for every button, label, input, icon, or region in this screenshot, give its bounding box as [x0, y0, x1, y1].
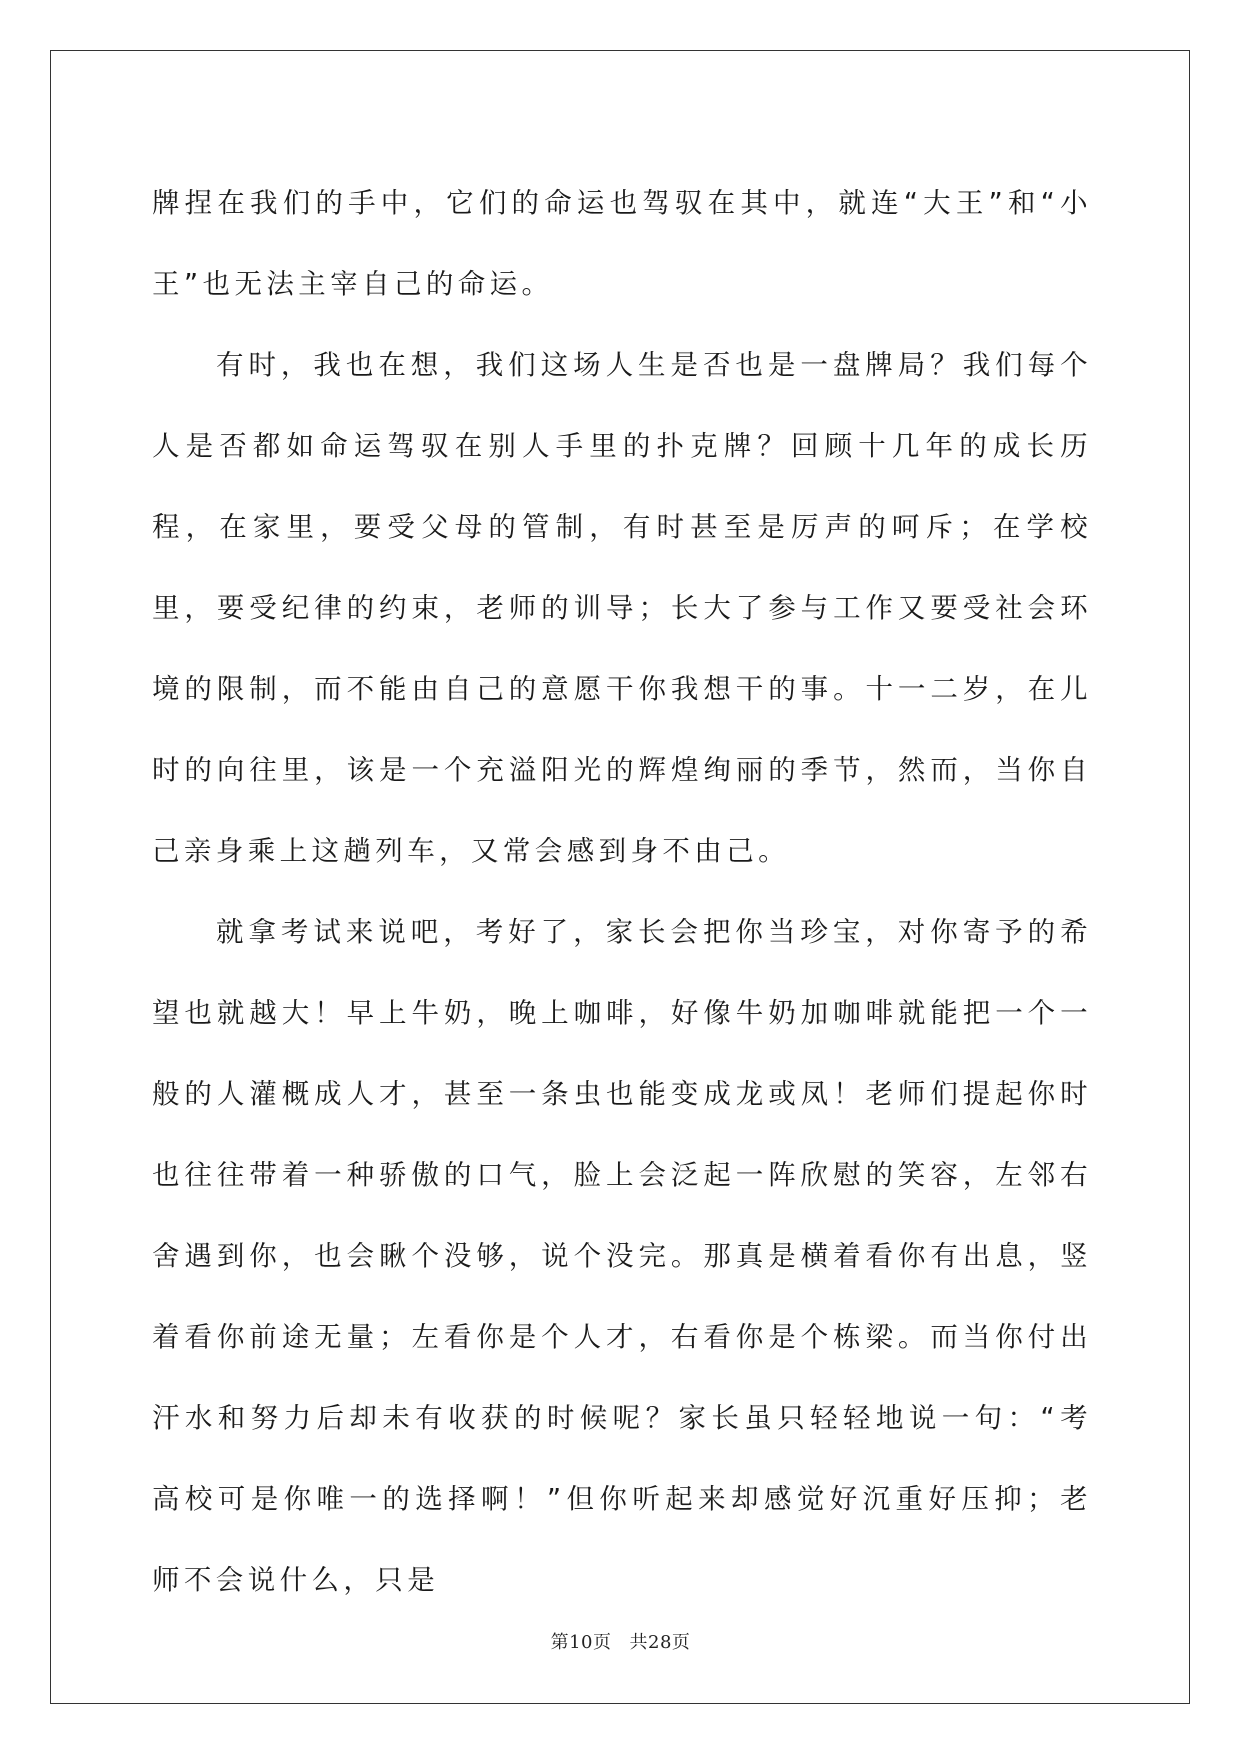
paragraph-1: 牌捏在我们的手中，它们的命运也驾驭在其中，就连“大王”和“小王”也无法主宰自己的命运。 [152, 187, 1092, 300]
page-number: 第10页 [550, 1632, 612, 1653]
paragraph-2: 有时，我也在想，我们这场人生是否也是一盘牌局？我们每个人是否都如命运驾驭在别人手里的扑克牌？回顾十几年的成长历程，在家里，要受父母的管制，有时甚至是厉声的呵斥；在学校里，要受纪律的约束，老师的训导；长大了参与工作又要受社会环境的限制，而不能由自己的意愿干你我想干的事。十一二岁，在儿时的向往里，该是一个充溢阳光的辉煌绚丽的季节，然而，当你自己亲身乘上这趟列车，又常会感到身不由己。 [152, 349, 1092, 867]
page-footer [0, 1628, 1241, 1654]
document-body [152, 163, 1092, 1621]
paragraph-3: 就拿考试来说吧，考好了，家长会把你当珍宝，对你寄予的希望也就越大！早上牛奶，晚上咖啡，好像牛奶加咖啡就能把一个一般的人灌概成人才，甚至一条虫也能变成龙或凤！老师们提起你时也往往带着一种骄傲的口气，脸上会泛起一阵欣慰的笑容，左邻右舍遇到你，也会瞅个没够，说个没完。那真是横着看你有出息，竖着看你前途无量；左看你是个人才，右看你是个栋梁。而当你付出汗水和努力后却未有收获的时候呢？家长虽只轻轻地说一句：“考高校可是你唯一的选择啊！”但你听起来却感觉好沉重好压抑；老师不会说什么，只是 [152, 916, 1092, 1596]
page-total: 共28页 [629, 1632, 691, 1653]
